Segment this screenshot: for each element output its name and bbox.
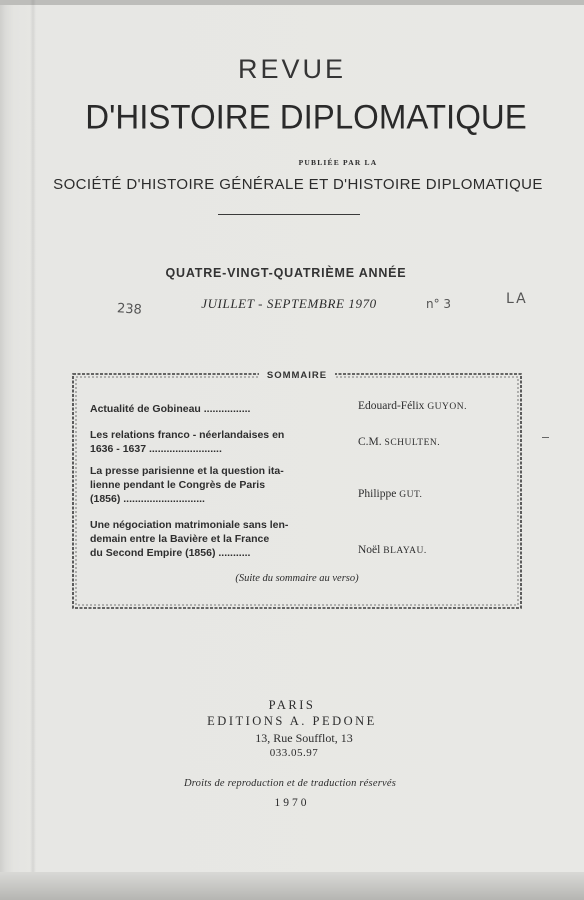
issue-date: JUILLET - SEPTEMBRE 1970 xyxy=(201,296,377,311)
toc-entry-1: Actualité de Gobineau ................ xyxy=(90,403,251,415)
margin-mark xyxy=(542,437,549,438)
publisher-address: 13, Rue Soufflot, 13 xyxy=(255,731,353,745)
toc-author-2: C.M. SCHULTEN. xyxy=(358,436,441,448)
handwritten-initials: LA xyxy=(506,291,528,307)
handwritten-issue: n° 3 xyxy=(426,297,452,311)
toc-author-4: Noël BLAYAU. xyxy=(358,544,427,556)
rights-notice: Droits de reproduction et de traduction réservés xyxy=(184,778,396,789)
publisher-name: EDITIONS A. PEDONE xyxy=(207,714,377,728)
toc-entry-3: La presse parisienne et la question ita- lienne pendant le Congrès de Paris (1856) ............................ xyxy=(90,465,284,505)
year-edition: QUATRE-VINGT-QUATRIÈME ANNÉE xyxy=(165,266,407,280)
publication-year: 1970 xyxy=(274,797,310,809)
publisher-phone: 033.05.97 xyxy=(269,747,319,759)
society-name: SOCIÉTÉ D'HISTOIRE GÉNÉRALE ET D'HISTOIRE DIPLOMATIQUE xyxy=(53,176,543,193)
sommaire-continued-note: (Suite du sommaire au verso) xyxy=(235,573,359,584)
title-divider xyxy=(218,214,360,215)
publisher-city: PARIS xyxy=(268,698,316,712)
handwritten-number: 238 xyxy=(116,301,143,318)
sommaire-heading: SOMMAIRE xyxy=(71,370,523,381)
toc-author-1: Edouard-Félix GUYON. xyxy=(358,400,467,412)
toc-entry-2: Les relations franco - néerlandaises en 1636 - 1637 ......................... xyxy=(90,429,285,455)
page-bottom-edge xyxy=(0,872,584,900)
sommaire-box xyxy=(71,368,523,610)
published-by: PUBLIÉE PAR LA xyxy=(298,158,378,167)
toc-author-3: Philippe GUT. xyxy=(358,488,423,500)
page-top-edge xyxy=(0,0,584,5)
journal-revue: REVUE xyxy=(237,54,347,84)
journal-title: D'HISTOIRE DIPLOMATIQUE xyxy=(85,97,527,136)
toc-entry-4: Une négociation matrimoniale sans len- demain entre la Bavière et la France du Second Empire (1856) ........... xyxy=(90,519,289,559)
